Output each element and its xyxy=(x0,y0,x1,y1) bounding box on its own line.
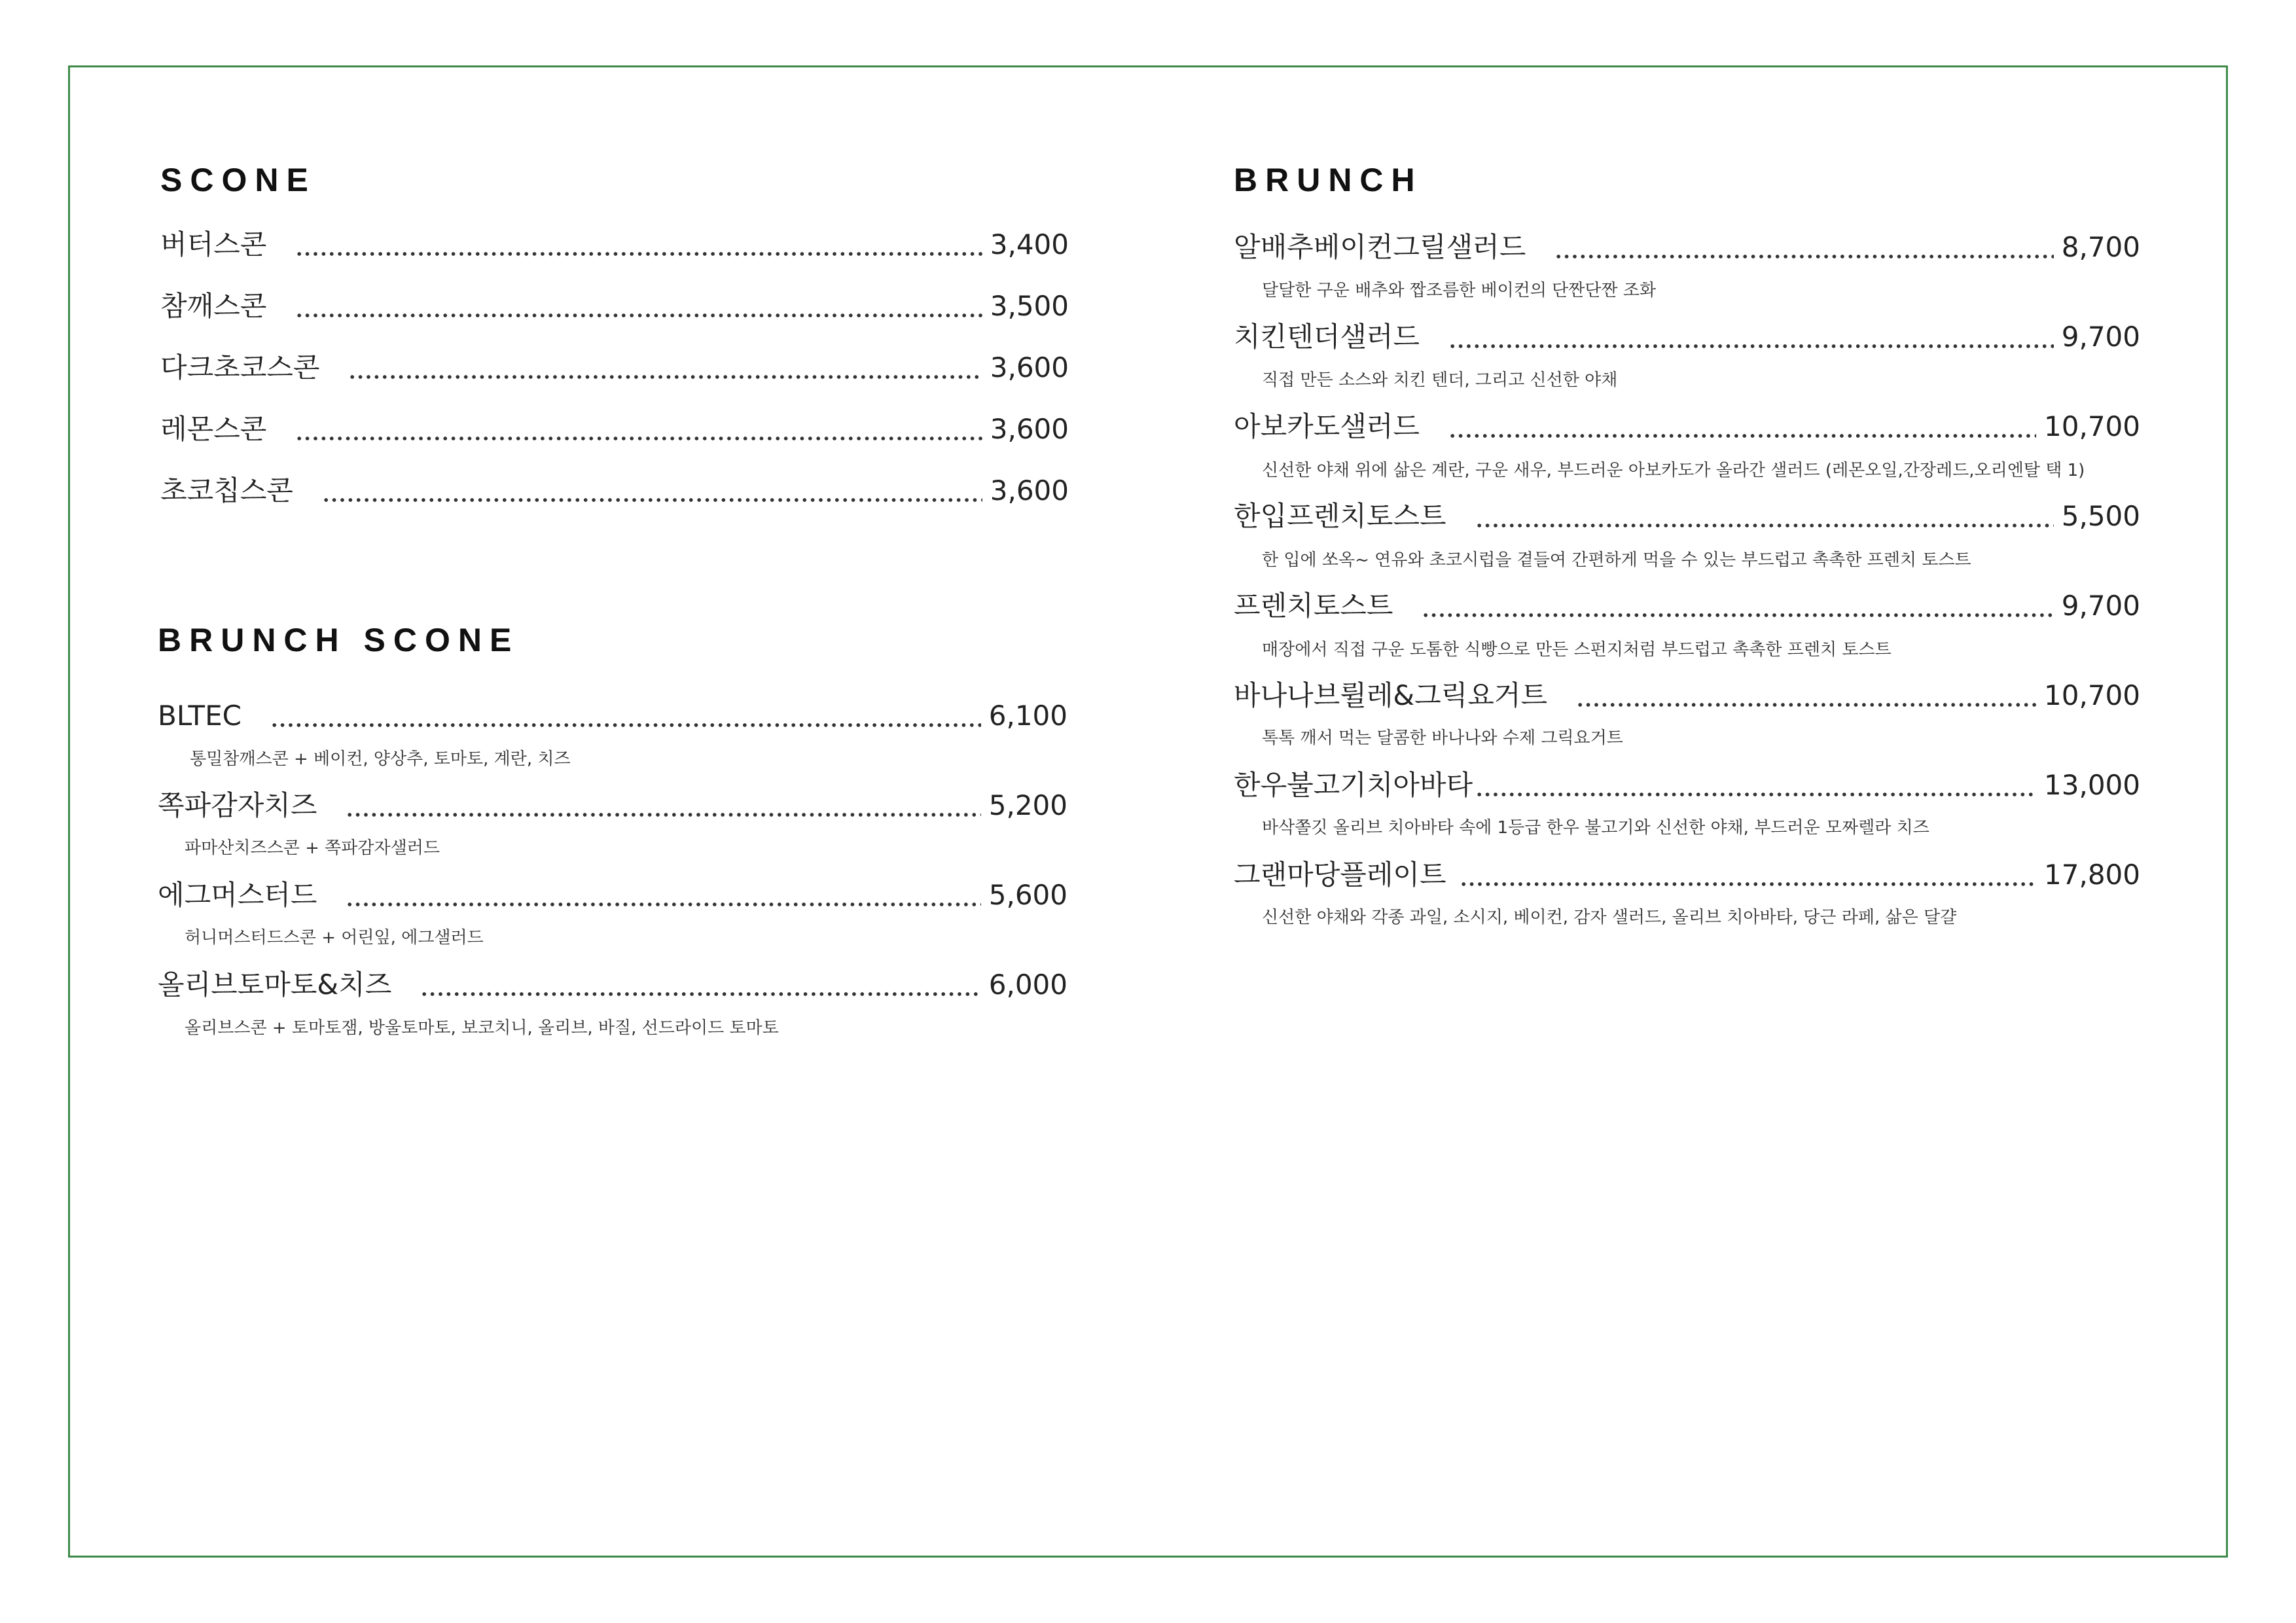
menu-item xyxy=(158,702,1067,730)
item-description: 직접 만든 소스와 치킨 텐더, 그리고 신선한 야채 xyxy=(1262,370,1618,390)
dot-leader xyxy=(295,252,982,256)
menu-item xyxy=(160,351,1069,383)
dot-leader xyxy=(420,992,980,996)
item-name: 바나나브륄레&그릭요거트 xyxy=(1234,679,1548,711)
item-name: 아보카도샐러드 xyxy=(1234,410,1420,442)
item-description: 통밀참깨스콘 + 베이컨, 양상추, 토마토, 계란, 치즈 xyxy=(190,749,571,769)
item-price: 9,700 xyxy=(2061,590,2140,622)
menu-item xyxy=(1234,323,2140,351)
item-price: 3,400 xyxy=(990,228,1069,260)
item-name: BLTEC xyxy=(158,700,242,732)
menu-item xyxy=(1234,500,2140,532)
item-price: 3,500 xyxy=(990,290,1069,322)
menu-item xyxy=(1234,861,2140,889)
menu-item xyxy=(158,879,1067,911)
dot-leader xyxy=(295,437,982,440)
item-price: 3,600 xyxy=(990,351,1069,383)
section-title-scone: SCONE xyxy=(160,162,316,198)
dot-leader xyxy=(270,723,981,727)
dot-leader xyxy=(1576,703,2036,707)
item-description: 톡톡 깨서 먹는 달콤한 바나나와 수제 그릭요거트 xyxy=(1262,728,1623,748)
section-title-brunch: BRUNCH xyxy=(1234,162,1423,198)
item-name: 알배추베이컨그릴샐러드 xyxy=(1234,231,1526,263)
menu-item xyxy=(160,413,1069,445)
menu-item xyxy=(158,971,1067,999)
item-name: 한우불고기치아바타 xyxy=(1234,769,1473,801)
dot-leader xyxy=(1475,793,2036,796)
item-price: 3,600 xyxy=(990,474,1069,507)
dot-leader xyxy=(1475,524,2054,527)
item-name: 올리브토마토&치즈 xyxy=(158,969,392,1001)
item-price: 5,500 xyxy=(2061,500,2140,532)
item-name: 에그머스터드 xyxy=(158,879,317,911)
menu-item xyxy=(1234,592,2140,620)
dot-leader xyxy=(1448,434,2036,438)
menu-item xyxy=(1234,679,2140,711)
item-name: 다크초코스콘 xyxy=(160,351,320,383)
item-description: 매장에서 직접 구운 도톰한 식빵으로 만든 스펀지처럼 부드럽고 촉촉한 프렌치 토스트 xyxy=(1262,640,1892,660)
dot-leader xyxy=(295,313,982,317)
item-price: 5,200 xyxy=(988,789,1067,821)
item-price: 6,100 xyxy=(988,700,1067,732)
item-name: 참깨스콘 xyxy=(160,290,267,322)
menu-item xyxy=(158,789,1067,821)
item-price: 9,700 xyxy=(2061,321,2140,353)
item-name: 초코칩스콘 xyxy=(160,474,293,507)
item-name: 치킨텐더샐러드 xyxy=(1234,321,1420,353)
dot-leader xyxy=(1422,613,2053,617)
item-description: 신선한 야채와 각종 과일, 소시지, 베이컨, 감자 샐러드, 올리브 치아바타, 당근 라페, 삶은 달걀 xyxy=(1262,908,1957,927)
item-description: 바삭쫄깃 올리브 치아바타 속에 1등급 한우 불고기와 신선한 야채, 부드러운 모짜렐라 치즈 xyxy=(1262,818,1929,838)
menu-item xyxy=(1234,410,2140,442)
dot-leader xyxy=(1448,344,2054,348)
item-description: 달달한 구운 배추와 짭조름한 베이컨의 단짠단짠 조화 xyxy=(1262,281,1657,300)
dot-leader xyxy=(1554,255,2053,259)
dot-leader xyxy=(322,498,982,502)
item-price: 10,700 xyxy=(2044,679,2140,711)
item-name: 그랜마당플레이트 xyxy=(1234,859,1446,891)
item-description: 파마산치즈스콘 + 쪽파감자샐러드 xyxy=(185,838,440,858)
item-description: 신선한 야채 위에 삶은 계란, 구운 새우, 부드러운 아보카도가 올라간 샐러드 (레몬오일,간장레드,오리엔탈 택 1) xyxy=(1262,461,2085,480)
item-name: 한입프렌치토스트 xyxy=(1234,500,1446,532)
item-description: 한 입에 쏘옥~ 연유와 초코시럽을 곁들여 간편하게 먹을 수 있는 부드럽고 촉촉한 프렌치 토스트 xyxy=(1262,550,1971,570)
menu-item xyxy=(160,228,1069,260)
item-price: 17,800 xyxy=(2044,859,2140,891)
item-name: 레몬스콘 xyxy=(160,413,267,445)
item-price: 8,700 xyxy=(2061,231,2140,263)
menu-item xyxy=(1234,769,2140,801)
item-description: 허니머스터드스콘 + 어린잎, 에그샐러드 xyxy=(185,928,484,948)
dot-leader xyxy=(346,813,980,817)
dot-leader xyxy=(348,375,982,379)
item-price: 5,600 xyxy=(988,879,1067,911)
item-description: 올리브스콘 + 토마토잼, 방울토마토, 보코치니, 올리브, 바질, 선드라이드 토마토 xyxy=(185,1018,779,1038)
menu-item xyxy=(160,474,1069,507)
item-price: 3,600 xyxy=(990,413,1069,445)
dot-leader xyxy=(346,902,980,906)
item-price: 6,000 xyxy=(988,969,1067,1001)
dot-leader xyxy=(1460,882,2036,886)
menu-item xyxy=(1234,231,2140,263)
item-price: 10,700 xyxy=(2044,410,2140,442)
item-price: 13,000 xyxy=(2044,769,2140,801)
item-name: 쪽파감자치즈 xyxy=(158,789,317,821)
item-name: 프렌치토스트 xyxy=(1234,590,1393,622)
menu-item xyxy=(160,290,1069,322)
item-name: 버터스콘 xyxy=(160,228,267,260)
section-title-brunch-scone: BRUNCH SCONE xyxy=(158,622,520,658)
